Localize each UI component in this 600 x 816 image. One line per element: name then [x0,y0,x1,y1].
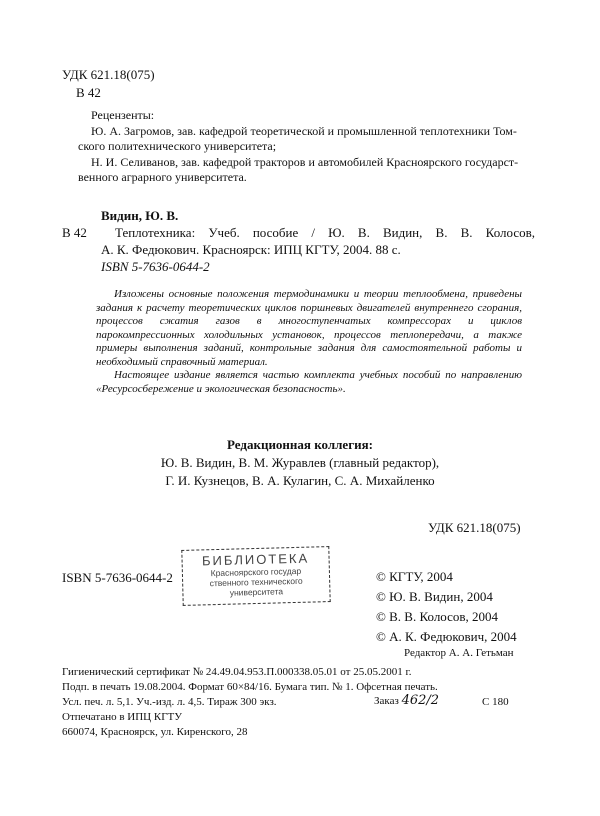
library-stamp [181,546,330,606]
reviewer-line: Н. И. Селиванов, зав. кафедрой тракторов и автомобилей Красноярского государст- [91,155,519,169]
imprint-line: Подп. в печать 19.08.2004. Формат 60×84/16. Бумага тип. № 1. Офсетная печать. [62,681,438,693]
copyright-line: © Ю. В. Видин, 2004 [376,589,493,604]
copyright-block [376,569,517,649]
order-number: 462/2 [401,693,440,708]
imprint-line: Гигиенический сертификат № 24.49.04.953.П.000338.05.01 от 25.05.2001 г. [62,666,412,678]
editorial-board-line: Ю. В. Видин, В. М. Журавлев (главный редактор), [160,455,440,470]
stamp-line: университета [229,586,284,598]
copyright-line: © В. В. Колосов, 2004 [376,609,499,624]
price-code: С 180 [482,696,509,708]
imprint-line: 660074, Красноярск, ул. Киренского, 28 [62,726,248,738]
order-label: Заказ [374,695,399,707]
isbn-record: ISBN 5-7636-0644-2 [101,259,210,274]
bbk-code-top: В 42 [76,85,101,100]
annotation-paragraph: Настоящее издание является частью комплекта учебных пособий по направлению «Ресурсосбережение и экологическая безопасность». [96,369,522,395]
imprint-print-details: Усл. печ. л. 5,1. Уч.-изд. л. 4,5. Тираж 300 экз. [62,696,277,708]
annotation-paragraph: Изложены основные положения термодинамики и теории теплообмена, приведены задания к расчету теоретических циклов поршневых двигателей внутреннего сгорания, процессов сжатия газов в многоступенчатых компрессорах и циклов парокомпрессионных холодильных установок, процессов теплопередачи, а также примеры выполнения заданий, контрольные задания для самостоятельной работы и необходимый справочный материал. [96,288,522,368]
reviewer-line: ского политехнического университета; [78,139,277,153]
udc-bottom: УДК 621.18(075) [428,520,521,535]
order-field [374,694,439,709]
copyright-line: © А. К. Федюкович, 2004 [376,629,517,644]
copyright-line: © КГТУ, 2004 [376,569,453,584]
editorial-board-line: Г. И. Кузнецов, В. А. Кулагин, С. А. Михайленко [165,473,435,488]
stamp-title: БИБЛИОТЕКА [201,550,310,569]
imprint-line-order [62,693,542,711]
isbn-bottom: ISBN 5-7636-0644-2 [62,570,173,585]
stamp-line: Красноярского государ [210,565,302,579]
stamp-line: ственного технического [209,575,303,589]
bbk-code: В 42 [62,225,87,240]
bib-line-1 [115,225,535,241]
editorial-board [0,437,600,491]
imprint-line: Отпечатано в ИПЦ КГТУ [62,711,183,723]
udc-top: УДК 621.18(075) [62,67,155,82]
reviewer-line: венного аграрного университета. [78,170,247,184]
annotation [96,288,522,396]
editor-credit: Редактор А. А. Гетьман [404,647,514,659]
bib-line-1-text: Теплотехника: Учеб. пособие / Ю. В. Видин, В. В. Колосов, [115,225,535,240]
imprint [62,666,542,741]
reviewers-heading: Рецензенты: [91,108,155,122]
author-heading: Видин, Ю. В. [101,208,179,223]
reviewer-line: Ю. А. Загромов, зав. кафедрой теоретической и промышленной теплотехники Том- [91,124,517,138]
bib-line-2: А. К. Федюкович. Красноярск: ИПЦ КГТУ, 2004. 88 с. [101,242,401,257]
editorial-board-heading: Редакционная коллегия: [227,437,373,452]
